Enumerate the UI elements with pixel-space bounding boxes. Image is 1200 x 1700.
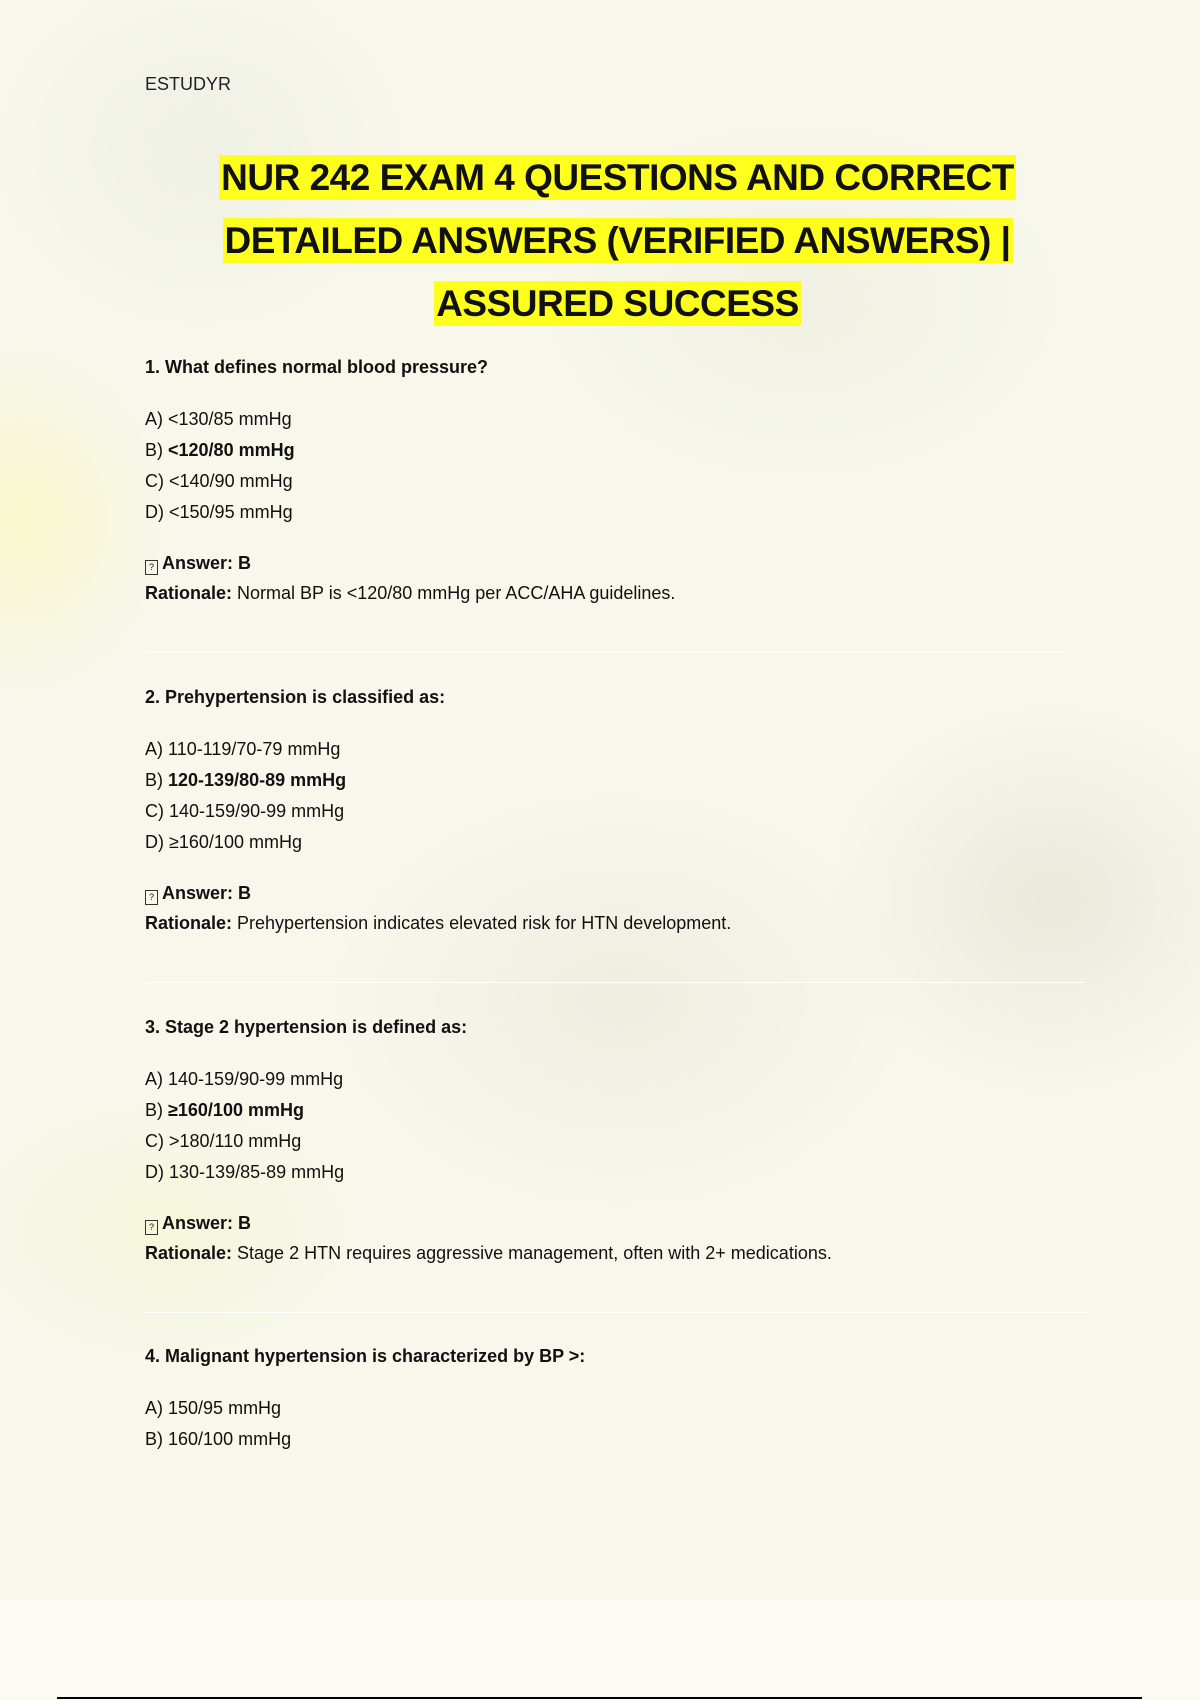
rationale-text: Prehypertension indicates elevated risk for HTN development. <box>237 913 732 933</box>
question-block-3 <box>145 1014 1125 1268</box>
option-b <box>145 435 1125 466</box>
option-text: 120-139/80-89 mmHg <box>168 770 347 790</box>
option-a <box>145 1393 1125 1424</box>
checkbox-icon: ? <box>145 560 158 575</box>
question-divider <box>145 1312 1090 1313</box>
question-block-1 <box>145 354 1125 608</box>
rationale-label: Rationale: <box>145 583 233 603</box>
option-text: <140/90 mmHg <box>169 471 293 491</box>
option-letter: B) <box>145 770 163 790</box>
option-text: 140-159/90-99 mmHg <box>168 1069 344 1089</box>
option-text: 150/95 mmHg <box>168 1398 282 1418</box>
question-block-4 <box>145 1343 1125 1455</box>
option-b <box>145 765 1125 796</box>
question-text: 2. Prehypertension is classified as: <box>145 687 446 707</box>
option-letter: B) <box>145 1100 163 1120</box>
option-d <box>145 827 1125 858</box>
footer-rule <box>57 1697 1142 1699</box>
rationale-line <box>145 1238 1125 1268</box>
option-a <box>145 1064 1125 1095</box>
option-list <box>145 1064 1125 1188</box>
question-text: 1. What defines normal blood pressure? <box>145 357 489 377</box>
rationale-label: Rationale: <box>145 913 233 933</box>
option-text: 160/100 mmHg <box>168 1429 292 1449</box>
option-letter: A) <box>145 1069 163 1089</box>
option-c <box>145 466 1125 497</box>
option-letter: D) <box>145 502 164 522</box>
option-letter: C) <box>145 801 164 821</box>
question-divider <box>145 652 1065 653</box>
rationale-line <box>145 578 1125 608</box>
option-letter: C) <box>145 471 164 491</box>
brand-name: ESTUDYR <box>145 74 232 94</box>
rationale-text: Normal BP is <120/80 mmHg per ACC/AHA guidelines. <box>237 583 676 603</box>
answer-line <box>145 1208 1125 1238</box>
option-letter: C) <box>145 1131 164 1151</box>
question-block-2 <box>145 684 1125 938</box>
title-line-2: DETAILED ANSWERS (VERIFIED ANSWERS) | <box>224 220 1011 261</box>
option-letter: B) <box>145 1429 163 1449</box>
answer-line <box>145 878 1125 908</box>
question-text: 4. Malignant hypertension is characterized by BP >: <box>145 1346 586 1366</box>
question-divider <box>145 982 1085 983</box>
rationale-text: Stage 2 HTN requires aggressive management, often with 2+ medications. <box>237 1243 832 1263</box>
page-title <box>150 146 1085 335</box>
option-letter: A) <box>145 739 163 759</box>
rationale-line <box>145 908 1125 938</box>
option-list <box>145 404 1125 528</box>
option-letter: D) <box>145 1162 164 1182</box>
option-c <box>145 796 1125 827</box>
option-letter: A) <box>145 409 163 429</box>
answer-text: Answer: B <box>162 883 252 903</box>
option-text: 110-119/70-79 mmHg <box>168 739 341 759</box>
title-line-1: NUR 242 EXAM 4 QUESTIONS AND CORRECT <box>221 157 1014 198</box>
option-text: 130-139/85-89 mmHg <box>169 1162 345 1182</box>
option-letter: D) <box>145 832 164 852</box>
option-list <box>145 734 1125 858</box>
option-letter: A) <box>145 1398 163 1418</box>
question-text: 3. Stage 2 hypertension is defined as: <box>145 1017 468 1037</box>
option-a <box>145 734 1125 765</box>
option-d <box>145 497 1125 528</box>
option-text: 140-159/90-99 mmHg <box>169 801 345 821</box>
option-b <box>145 1424 1125 1455</box>
title-line-3: ASSURED SUCCESS <box>436 283 799 324</box>
option-b <box>145 1095 1125 1126</box>
checkbox-icon: ? <box>145 890 158 905</box>
rationale-label: Rationale: <box>145 1243 233 1263</box>
checkbox-icon: ? <box>145 1220 158 1235</box>
option-text: <150/95 mmHg <box>169 502 293 522</box>
option-text: <130/85 mmHg <box>168 409 292 429</box>
option-list <box>145 1393 1125 1455</box>
option-text: <120/80 mmHg <box>168 440 295 460</box>
option-text: >180/110 mmHg <box>169 1131 302 1151</box>
option-text: ≥160/100 mmHg <box>168 1100 304 1120</box>
option-letter: B) <box>145 440 163 460</box>
answer-line <box>145 548 1125 578</box>
option-a <box>145 404 1125 435</box>
option-text: ≥160/100 mmHg <box>169 832 302 852</box>
answer-text: Answer: B <box>162 553 252 573</box>
option-d <box>145 1157 1125 1188</box>
answer-text: Answer: B <box>162 1213 252 1233</box>
option-c <box>145 1126 1125 1157</box>
